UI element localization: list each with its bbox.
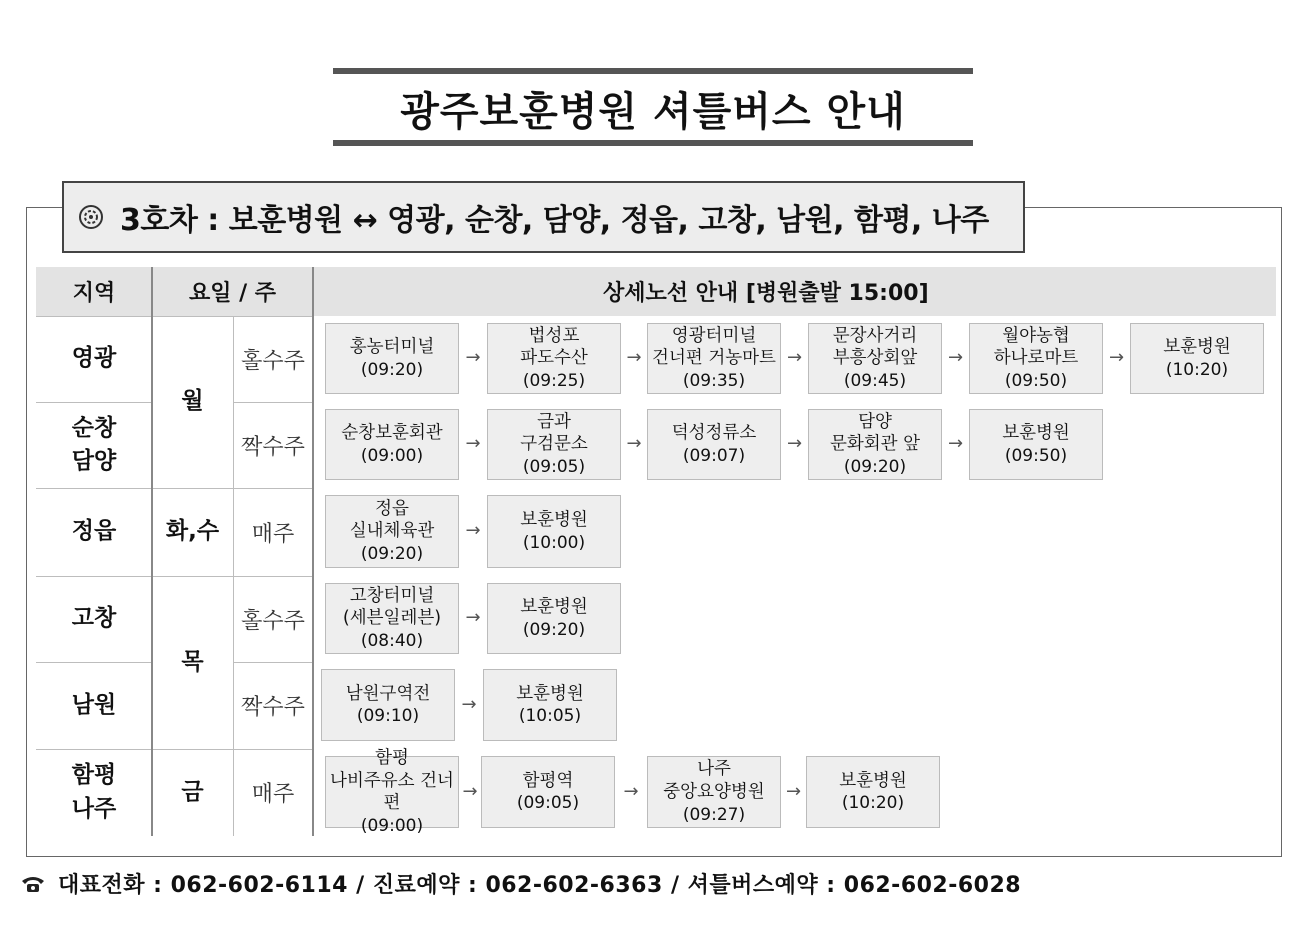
region-cell: 순창 담양 [71,414,117,474]
day-cell: 목 [181,648,204,675]
stop-name: 나주 중앙요양병원 [663,759,765,802]
header-day-week: 요일 / 주 [152,267,313,316]
stop-box [481,756,615,828]
stop-name: 보훈병원 [1163,337,1231,358]
stop-box [808,323,942,394]
row-divider [233,749,313,750]
stop-box [969,323,1103,394]
column-divider [151,267,153,836]
stop-time: (09:25) [522,371,586,392]
stop-name: 문장사거리 부흥상회앞 [832,325,918,369]
region-cell: 남원 [71,691,117,718]
arrow-icon: → [461,693,477,715]
stop-time: (10:20) [1165,359,1229,380]
stop-box [325,747,459,837]
row-divider [36,316,152,317]
row-divider [36,662,152,663]
stop-time: (09:50) [1004,445,1068,466]
arrow-icon: → [465,520,481,541]
column-divider [312,267,314,836]
day-cell: 월 [181,388,204,415]
arrow-icon: → [1108,347,1125,368]
arrow-icon: → [462,780,478,802]
stop-name: 덕성정류소 [671,423,757,444]
stop-time: (09:00) [360,445,424,466]
stop-name: 금과 구검문소 [520,411,588,455]
week-cell: 홀수주 [241,608,305,634]
header-route-detail: 상세노선 안내 [병원출발 15:00] [313,267,1276,316]
stop-time: (09:27) [682,804,746,825]
stop-time: (10:20) [841,793,905,814]
stop-name: 남원구역전 [345,683,431,704]
stop-name: 보훈병원 [520,510,588,531]
stop-time: (09:35) [682,371,746,392]
stop-time: (08:40) [360,631,424,652]
stop-box [321,669,455,741]
row-divider [233,662,313,663]
stop-box [487,583,621,654]
row-divider [36,402,152,403]
row-divider [152,316,233,317]
stop-box [325,495,459,568]
route-description: 3호차 : 보훈병원 ↔ 영광, 순창, 담양, 정읍, 고창, 남원, 함평, 나주 [120,203,989,238]
stop-box [483,669,617,741]
arrow-icon: → [626,347,642,368]
footer-contacts: 대표전화 : 062-602-6114 / 진료예약 : 062-602-6363 / 셔틀버스예약 : 062-602-6028 [58,873,1022,898]
stop-box [487,409,621,480]
stop-name: 정읍 실내체육관 [349,498,435,542]
week-cell: 매주 [251,521,295,547]
stop-name: 순창보훈회관 [341,423,443,444]
stop-box [325,583,459,654]
arrow-icon: → [626,433,642,454]
stop-time: (09:20) [360,544,424,565]
row-divider [152,749,233,750]
stop-time: (09:05) [516,793,580,814]
stop-time: (09:20) [843,457,907,478]
title-block [333,68,973,148]
row-divider [36,576,152,577]
stop-box [325,409,459,480]
stop-box [806,756,940,828]
stop-name: 함평역 [522,770,574,791]
stop-name: 함평 나비주유소 건너편 [330,747,454,814]
arrow-icon: → [786,433,803,454]
row-divider [152,576,233,577]
stop-name: 담양 문화회관 앞 [829,411,921,455]
title-rule-bottom [333,140,973,146]
region-cell: 함평 나주 [71,762,117,822]
arrow-icon: → [465,607,481,628]
route-banner [62,181,1025,253]
week-cell: 홀수주 [241,348,305,374]
column-divider [233,316,234,836]
arrow-icon: → [785,780,802,802]
arrow-icon: → [947,433,964,454]
row-divider [233,576,313,577]
stop-name: 월야농협 하나로마트 [993,325,1079,369]
telephone-icon [20,874,46,894]
stop-time: (09:20) [522,619,586,640]
arrow-icon: → [465,347,481,368]
stop-name: 고창터미널 (세븐일레븐) [342,585,442,629]
stop-box [487,323,621,394]
arrow-icon: → [623,780,639,802]
header-region: 지역 [36,267,152,316]
row-divider [233,402,313,403]
stop-time: (09:10) [356,706,420,727]
stop-time: (10:05) [518,706,582,727]
stop-box [969,409,1103,480]
row-divider [152,488,233,489]
stop-box [647,756,781,828]
day-cell: 화,수 [165,518,220,545]
stop-name: 보훈병원 [520,597,588,618]
page-title: 광주보훈병원 셔틀버스 안내 [400,89,906,135]
stop-box [647,409,781,480]
stop-name: 법성포 파도수산 [520,325,588,369]
stop-time: (10:00) [522,532,586,553]
stop-time: (09:00) [360,816,424,837]
stop-name: 영광터미널 건너편 거농마트 [652,325,776,369]
arrow-icon: → [465,433,481,454]
arrow-icon: → [786,347,803,368]
stop-box [325,323,459,394]
stop-time: (09:45) [843,371,907,392]
row-divider [36,488,152,489]
week-cell: 짝수주 [241,434,305,460]
stop-name: 보훈병원 [516,683,584,704]
stop-time: (09:20) [360,359,424,380]
arrow-icon: → [947,347,964,368]
stop-box [1130,323,1264,394]
stop-name: 보훈병원 [1002,423,1070,444]
stop-name: 보훈병원 [839,770,907,791]
region-cell: 영광 [71,345,117,372]
stop-time: (09:05) [522,457,586,478]
settings-circle-icon [78,204,104,230]
row-divider [36,749,152,750]
region-cell: 정읍 [71,518,117,545]
week-cell: 매주 [251,782,295,807]
stop-time: (09:50) [1004,371,1068,392]
contact-footer [20,868,1021,899]
stop-box [808,409,942,480]
stop-box [487,495,621,568]
week-cell: 짝수주 [241,695,305,720]
stop-box [647,323,781,394]
stop-time: (09:07) [682,445,746,466]
region-cell: 고창 [71,605,117,632]
row-divider [233,488,313,489]
row-divider [233,316,313,317]
day-cell: 금 [181,778,204,805]
stop-name: 홍농터미널 [349,337,435,358]
title-rule-top [333,68,973,74]
